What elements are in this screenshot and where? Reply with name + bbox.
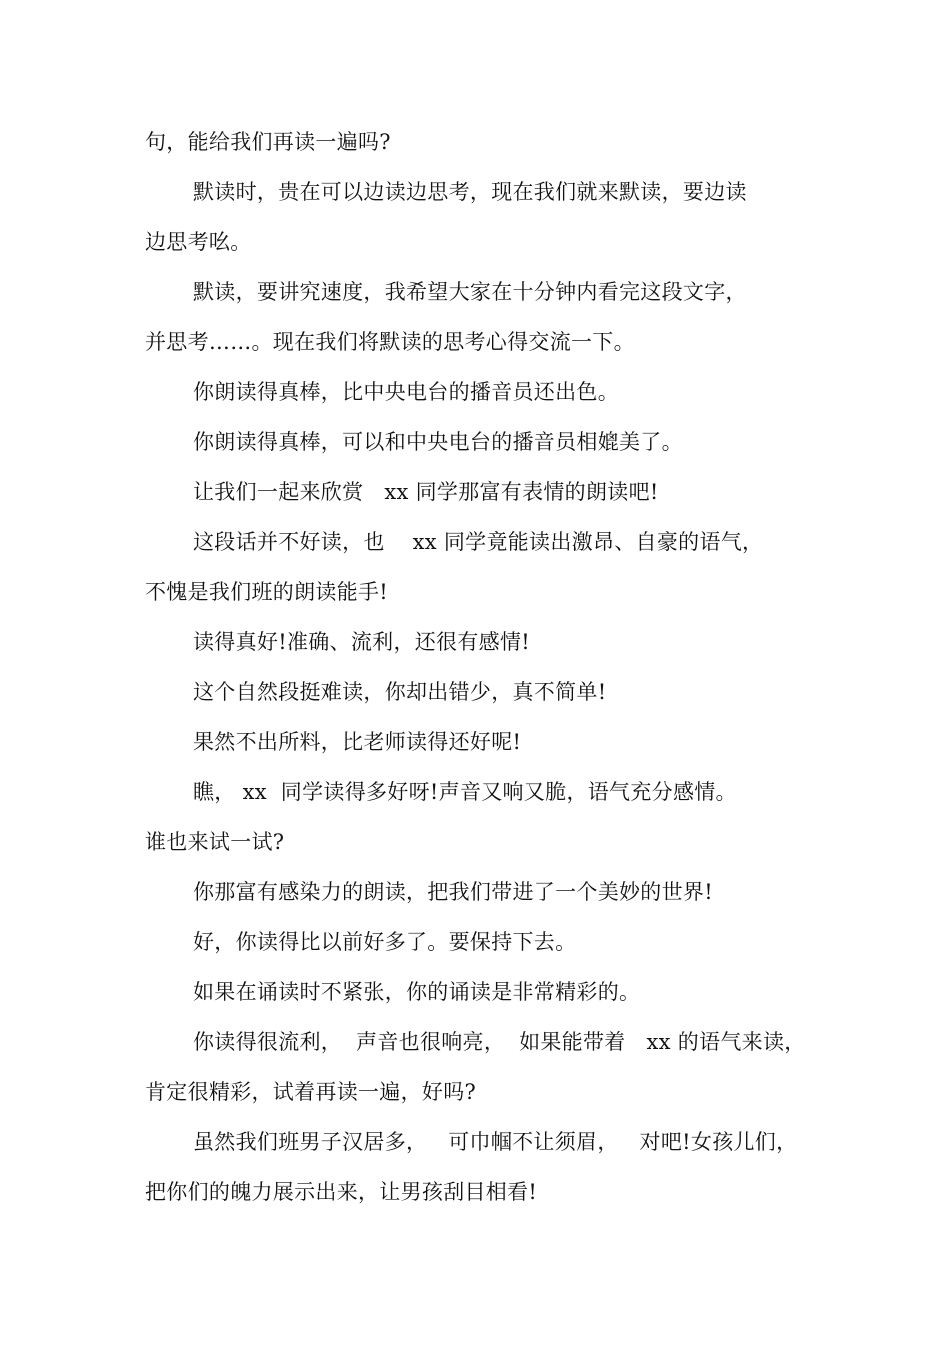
paragraph-line: 这个自然段挺难读，你却出错少，真不简单!: [193, 680, 607, 704]
text-line: 肯定很精彩，试着再读一遍，好吗?: [145, 1080, 477, 1104]
paragraph-line: 让我们一起来欣赏 xx 同学那富有表情的朗读吧!: [193, 480, 659, 504]
text-line: 边思考吆。: [145, 230, 252, 254]
paragraph-line: 虽然我们班男子汉居多， 可巾帼不让须眉， 对吧!女孩儿们，: [193, 1130, 798, 1154]
paragraph-line: 你那富有感染力的朗读，把我们带进了一个美妙的世界!: [193, 880, 713, 904]
paragraph-line: 你读得很流利， 声音也很响亮， 如果能带着 xx 的语气来读，: [193, 1030, 806, 1054]
paragraph-line: 你朗读得真棒，可以和中央电台的播音员相媲美了。: [193, 430, 683, 454]
paragraph-line: 默读，要讲究速度，我希望大家在十分钟内看完这段文字，: [193, 280, 747, 304]
paragraph-line: 你朗读得真棒，比中央电台的播音员还出色。: [193, 380, 619, 404]
text-line: 并思考……。现在我们将默读的思考心得交流一下。: [145, 330, 635, 354]
text-line: 句，能给我们再读一遍吗?: [145, 130, 391, 154]
paragraph-line: 读得真好!准确、流利，还很有感情!: [193, 630, 530, 654]
paragraph-line: 如果在诵读时不紧张，你的诵读是非常精彩的。: [193, 980, 641, 1004]
text-line: 谁也来试一试?: [145, 830, 285, 854]
text-line: 不愧是我们班的朗读能手!: [145, 580, 389, 604]
paragraph-line: 果然不出所料，比老师读得还好呢!: [193, 730, 522, 754]
paragraph-line: 默读时，贵在可以边读边思考，现在我们就来默读，要边读: [193, 180, 747, 204]
paragraph-line: 好，你读得比以前好多了。要保持下去。: [193, 930, 577, 954]
paragraph-line: 这段话并不好读，也 xx 同学竟能读出激昂、自豪的语气，: [193, 530, 764, 554]
text-line: 把你们的魄力展示出来，让男孩刮目相看!: [145, 1180, 538, 1204]
paragraph-line: 瞧， xx 同学读得多好呀!声音又响又脆，语气充分感情。: [193, 780, 737, 804]
